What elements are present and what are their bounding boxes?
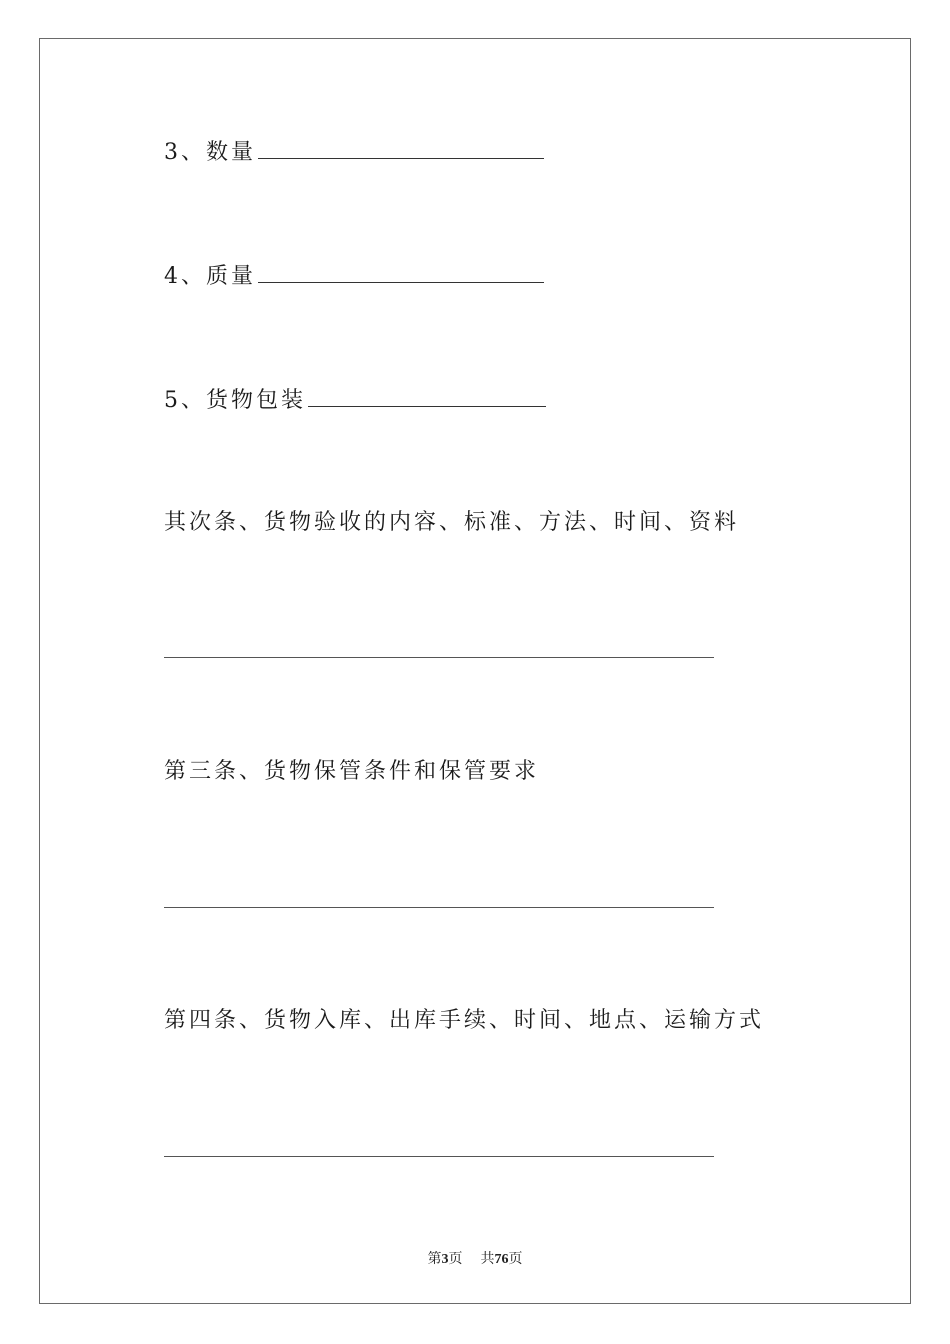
footer-prefix: 第	[427, 1251, 442, 1267]
page-footer	[0, 1248, 950, 1268]
clause-fourth-blank[interactable]	[164, 1156, 714, 1157]
item-quantity	[164, 136, 544, 168]
clause-fourth-title: 第四条、货物入库、出库手续、时间、地点、运输方式	[164, 1008, 765, 1033]
footer-page-number: 3	[441, 1252, 449, 1267]
footer-total-suffix: 页	[508, 1251, 523, 1267]
clause-third-blank[interactable]	[164, 907, 714, 908]
footer-total-number: 76	[494, 1252, 509, 1267]
clause-third-title: 第三条、货物保管条件和保管要求	[164, 759, 540, 784]
footer-page-suffix: 页	[448, 1251, 463, 1267]
item-label: 3、数量	[164, 140, 256, 165]
clause-second-blank[interactable]	[164, 657, 714, 658]
blank-line[interactable]	[308, 384, 546, 407]
page-frame	[39, 38, 911, 1304]
item-label: 5、货物包装	[164, 388, 306, 413]
clause-second-title: 其次条、货物验收的内容、标准、方法、时间、资料	[164, 510, 740, 535]
item-label: 4、质量	[164, 264, 256, 289]
footer-total-prefix: 共	[480, 1251, 495, 1267]
item-packaging	[164, 384, 546, 416]
item-quality	[164, 260, 544, 292]
blank-line[interactable]	[258, 136, 544, 159]
blank-line[interactable]	[258, 260, 544, 283]
